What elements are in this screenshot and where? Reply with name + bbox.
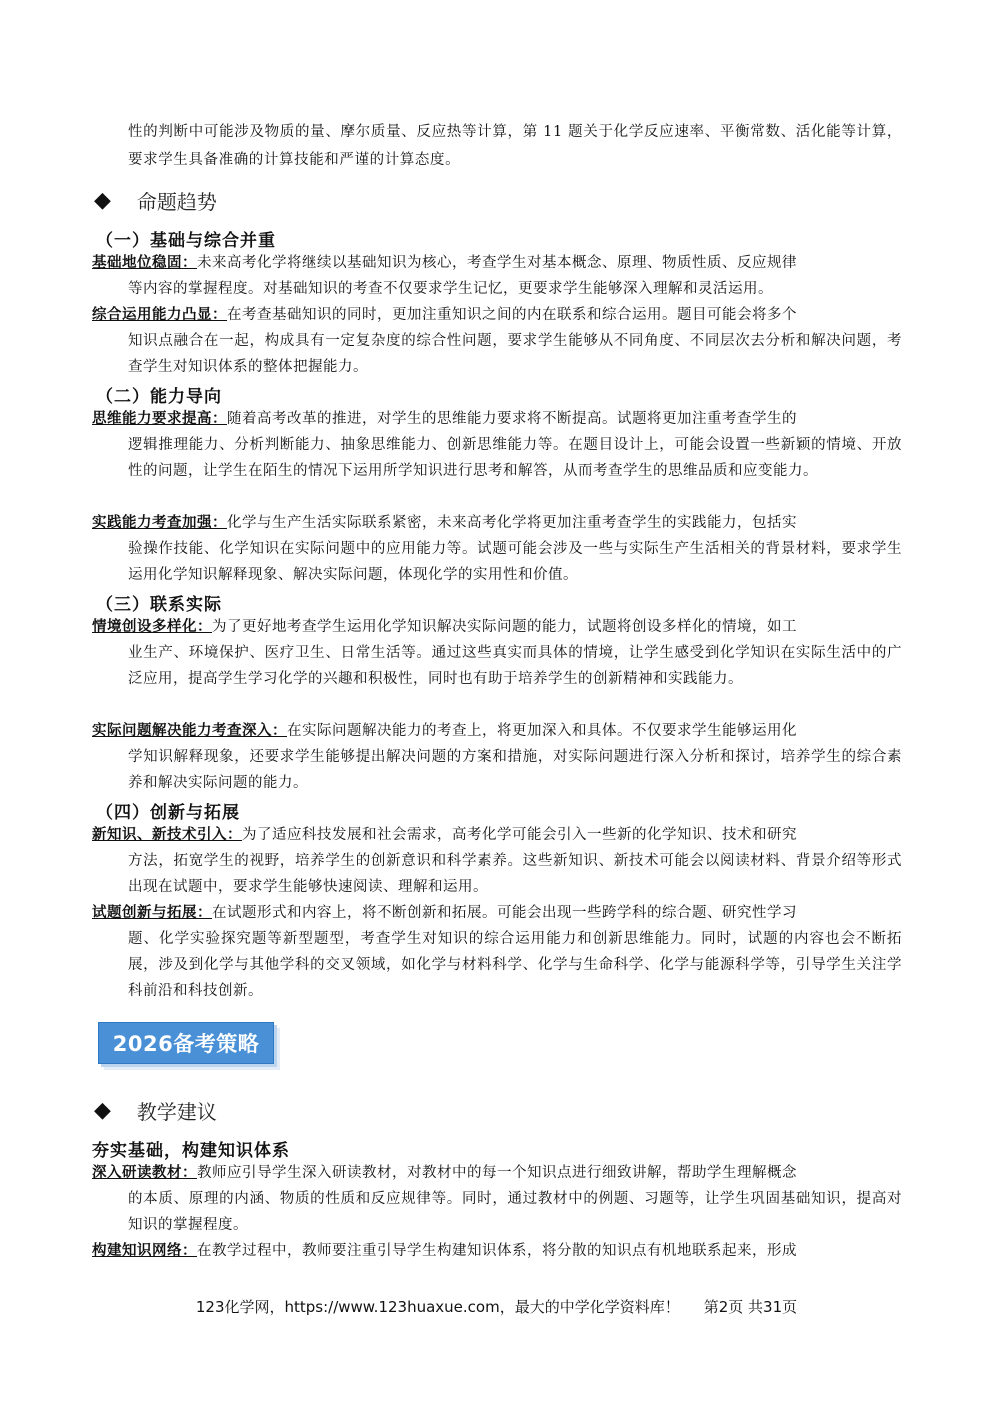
paragraph-keyword: 试题创新与拓展： [92, 905, 212, 921]
paragraph-continuation: 等内容的掌握程度。对基础知识的考查不仅要求学生记忆，更要求学生能够深入理解和灵活运用。 [128, 281, 773, 297]
paragraph-keyword: 思维能力要求提高： [92, 411, 227, 427]
paragraph-item [92, 718, 902, 796]
paragraph-keyword: 综合运用能力凸显： [92, 307, 227, 323]
paragraph-continuation: 知识点融合在一起，构成具有一定复杂度的综合性问题，要求学生能够从不同角度、不同层次去分析和解决问题，考查学生对知识体系的整体把握能力。 [128, 333, 902, 375]
paragraph-continuation: 业生产、环境保护、医疗卫生、日常生活等。通过这些真实而具体的情境，让学生感受到化学知识在实际生活中的广泛应用，提高学生学习化学的兴趣和积极性，同时也有助于培养学生的创新精神和实践能力。 [128, 645, 902, 687]
subheading: 夯实基础，构建知识体系 [92, 1141, 290, 1161]
paragraph-item [92, 614, 902, 692]
paragraph-item [92, 900, 902, 1004]
paragraph-item [92, 406, 902, 484]
paragraph-keyword: 实际问题解决能力考查深入： [92, 723, 287, 739]
section-heading-trends [94, 186, 217, 215]
footer-site-text: 123化学网，https://www.123huaxue.com，最大的中学化学资料库！ [195, 1298, 680, 1316]
diamond-bullet-icon: ◆ [94, 188, 111, 213]
section-heading-text: 教学建议 [136, 1100, 217, 1124]
subheading: （一）基础与综合并重 [96, 231, 276, 251]
paragraph-continuation: 逻辑推理能力、分析判断能力、抽象思维能力、创新思维能力等。在题目设计上，可能会设置一些新颖的情境、开放性的问题，让学生在陌生的情况下运用所学知识进行思考和解答，从而考查学生的思维品质和应变能力。 [128, 437, 902, 479]
paragraph-text: 教师应引导学生深入研读教材，对教材中的每一个知识点进行细致讲解，帮助学生理解概念 [197, 1165, 797, 1181]
subheading: （四）创新与拓展 [96, 803, 240, 823]
paragraph-text: 随着高考改革的推进，对学生的思维能力要求将不断提高。试题将更加注重考查学生的 [227, 411, 797, 427]
paragraph-continuation: 验操作技能、化学知识在实际问题中的应用能力等。试题可能会涉及一些与实际生产生活相关的背景材料，要求学生运用化学知识解释现象、解决实际问题，体现化学的实用性和价值。 [128, 541, 902, 583]
page-footer [0, 1296, 993, 1317]
paragraph-keyword: 新知识、新技术引入： [92, 827, 242, 843]
paragraph-keyword: 基础地位稳固： [92, 255, 197, 271]
paragraph-keyword: 构建知识网络： [92, 1243, 197, 1259]
paragraph-text: 在教学过程中，教师要注重引导学生构建知识体系，将分散的知识点有机地联系起来，形成 [197, 1243, 797, 1259]
paragraph-text: 未来高考化学将继续以基础知识为核心，考查学生对基本概念、原理、物质性质、反应规律 [197, 255, 797, 271]
paragraph-keyword: 情境创设多样化： [92, 619, 212, 635]
section-heading-text: 命题趋势 [136, 190, 217, 214]
paragraph-text: 为了更好地考查学生运用化学知识解决实际问题的能力，试题将创设多样化的情境，如工 [212, 619, 797, 635]
paragraph-continuation: 的本质、原理的内涵、物质的性质和反应规律等。同时，通过教材中的例题、习题等，让学生巩固基础知识，提高对知识的掌握程度。 [128, 1191, 902, 1233]
paragraph-item [92, 250, 902, 302]
banner-label: 2026备考策略 [112, 1032, 260, 1056]
subheading: （二）能力导向 [96, 387, 222, 407]
paragraph-continuation: 学知识解释现象，还要求学生能够提出解决问题的方案和措施，对实际问题进行深入分析和探讨，培养学生的综合素养和解决实际问题的能力。 [128, 749, 902, 791]
paragraph-keyword: 深入研读教材： [92, 1165, 197, 1181]
paragraph-keyword: 实践能力考查加强： [92, 515, 227, 531]
paragraph-item [92, 302, 902, 380]
section-heading-teaching [94, 1096, 217, 1125]
diamond-bullet-icon: ◆ [94, 1098, 111, 1123]
intro-paragraph [128, 118, 902, 174]
page-number: 第2页 共31页 [703, 1298, 798, 1316]
intro-text: 性的判断中可能涉及物质的量、摩尔质量、反应热等计算，第 11 题关于化学反应速率、平衡常数、活化能等计算，要求学生具备准确的计算技能和严谨的计算态度。 [128, 124, 902, 168]
paragraph-item [92, 1160, 902, 1238]
paragraph-text: 在实际问题解决能力的考查上，将更加深入和具体。不仅要求学生能够运用化 [287, 723, 797, 739]
paragraph-continuation: 题、化学实验探究题等新型题型，考查学生对知识的综合运用能力和创新思维能力。同时，试题的内容也会不断拓展，涉及到化学与其他学科的交叉领域，如化学与材料科学、化学与生命科学、化学与能源科学等，引导学生关注学科前沿和科技创新。 [128, 931, 902, 999]
paragraph-item [92, 1238, 902, 1264]
paragraph-continuation: 方法，拓宽学生的视野，培养学生的创新意识和科学素养。这些新知识、新技术可能会以阅读材料、背景介绍等形式出现在试题中，要求学生能够快速阅读、理解和运用。 [128, 853, 902, 895]
strategy-banner [98, 1022, 274, 1064]
paragraph-text: 在试题形式和内容上，将不断创新和拓展。可能会出现一些跨学科的综合题、研究性学习 [212, 905, 797, 921]
subheading: （三）联系实际 [96, 595, 222, 615]
paragraph-item [92, 822, 902, 900]
paragraph-text: 为了适应科技发展和社会需求，高考化学可能会引入一些新的化学知识、技术和研究 [242, 827, 797, 843]
paragraph-text: 在考查基础知识的同时，更加注重知识之间的内在联系和综合运用。题目可能会将多个 [227, 307, 797, 323]
paragraph-item [92, 510, 902, 588]
paragraph-text: 化学与生产生活实际联系紧密，未来高考化学将更加注重考查学生的实践能力，包括实 [227, 515, 797, 531]
